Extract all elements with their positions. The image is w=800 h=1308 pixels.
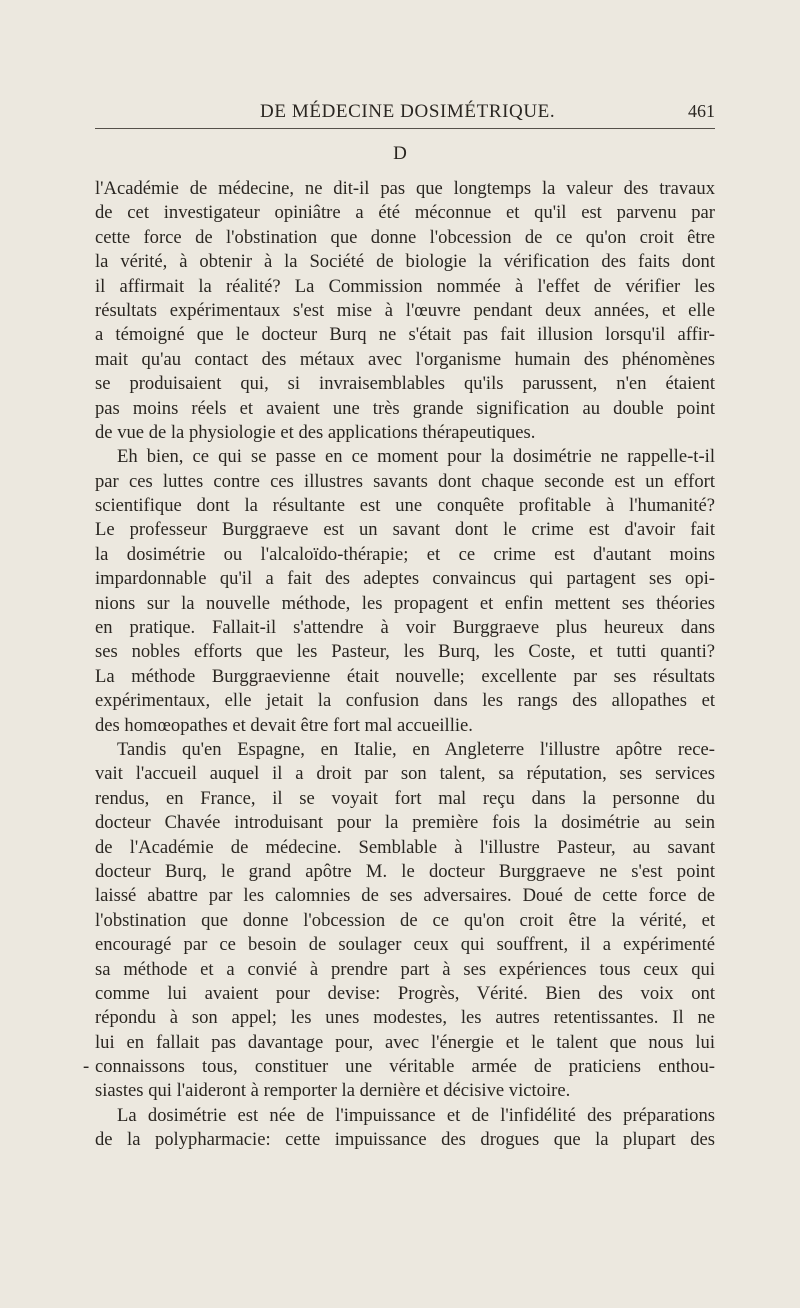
- text-line: docteur Chavée introduisant pour la première fois la dosimétrie au sein: [95, 812, 715, 834]
- text-line: de cet investigateur opiniâtre a été méconnue et qu'il est parvenu par: [95, 202, 715, 224]
- text-line: résultats expérimentaux s'est mise à l'œuvre pendant deux années, et elle: [95, 299, 715, 321]
- text-line: des homœopathes et devait être fort mal accueillie.: [95, 714, 473, 736]
- text-line: expérimentaux, elle jetait la confusion dans les rangs des allopathes et: [95, 690, 715, 712]
- text-line: Eh bien, ce qui se passe en ce moment pour la dosimétrie ne rappelle-t-il: [117, 446, 715, 468]
- text-line: siastes qui l'aideront à remporter la dernière et décisive victoire.: [95, 1080, 571, 1102]
- text-line: scientifique dont la résultante est une conquête profitable à l'humanité?: [95, 495, 715, 517]
- text-line: pas moins réels et avaient une très grande signification au double point: [95, 397, 715, 419]
- text-line: par ces luttes contre ces illustres savants dont chaque seconde est un effort: [95, 470, 715, 492]
- text-line: sa méthode et a convié à prendre part à ses expériences tous ceux qui: [95, 958, 715, 980]
- page-number: 461: [688, 101, 715, 121]
- text-line: impardonnable qu'il a fait des adeptes convaincus qui partagent ses opi-: [95, 568, 715, 590]
- text-line: La méthode Burggraevienne était nouvelle; excellente par ses résultats: [95, 665, 715, 687]
- text-line: cette force de l'obstination que donne l'obcession de ce qu'on croit être: [95, 226, 715, 248]
- text-line: laissé abattre par les calomnies de ses adversaires. Doué de cette force de: [95, 885, 715, 907]
- text-line: se produisaient qui, si invraisemblables qu'ils parussent, n'en étaient: [95, 373, 715, 395]
- text-line: Tandis qu'en Espagne, en Italie, en Angleterre l'illustre apôtre rece-: [117, 738, 715, 760]
- text-line: il affirmait la réalité? La Commission nommée à l'effet de vérifier les: [95, 275, 715, 297]
- text-line: a témoigné que le docteur Burq ne s'était pas fait illusion lorsqu'il affir-: [95, 324, 715, 346]
- text-line: mait qu'au contact des métaux avec l'organisme humain des phénomènes: [95, 348, 715, 370]
- text-line: l'obstination que donne l'obcession de ce qu'on croit être la vérité, et: [95, 909, 715, 931]
- text-line: ses nobles efforts que les Pasteur, les Burq, les Coste, et tutti quanti?: [95, 641, 715, 663]
- text-line: nions sur la nouvelle méthode, les propagent et enfin mettent ses théories: [95, 592, 715, 614]
- text-line: de la polypharmacie: cette impuissance des drogues que la plupart des: [95, 1129, 715, 1151]
- text-line: de l'Académie de médecine. Semblable à l'illustre Pasteur, au savant: [95, 836, 715, 858]
- text-line: en pratique. Fallait-il s'attendre à voir Burggraeve plus heureux dans: [95, 617, 715, 639]
- running-title: DE MÉDECINE DOSIMÉTRIQUE.: [260, 101, 556, 122]
- text-line: encouragé par ce besoin de soulager ceux qui souffrent, il a expérimenté: [95, 934, 715, 956]
- header-rule: [95, 128, 715, 129]
- text-line: comme lui avaient pour devise: Progrès, Vérité. Bien des voix ont: [95, 982, 715, 1004]
- body-text: [95, 177, 715, 1153]
- text-line: la dosimétrie ou l'alcaloïdo-thérapie; et ce crime est d'autant moins: [95, 543, 715, 565]
- text-line: lui en fallait pas davantage pour, avec l'énergie et le talent que nous lui: [95, 1031, 715, 1053]
- section-letter: D: [393, 143, 407, 164]
- text-line: Le professeur Burggraeve est un savant dont le crime est d'avoir fait: [95, 519, 715, 541]
- text-line: rendus, en France, il se voyait fort mal reçu dans la personne du: [95, 787, 715, 809]
- text-line: - connaissons tous, constituer une véritable armée de praticiens enthou-: [95, 1055, 715, 1079]
- text-line: La dosimétrie est née de l'impuissance et de l'infidélité des préparations: [117, 1104, 715, 1126]
- text-line: l'Académie de médecine, ne dit-il pas que longtemps la valeur des travaux: [95, 178, 715, 199]
- text-line: de vue de la physiologie et des applications thérapeutiques.: [95, 421, 536, 443]
- text-line: vait l'accueil auquel il a droit par son talent, sa réputation, ses services: [95, 763, 715, 785]
- page-header: [95, 96, 715, 126]
- text-line: la vérité, à obtenir à la Société de biologie la vérification des faits dont: [95, 251, 715, 273]
- text-line: docteur Burq, le grand apôtre M. le docteur Burggraeve ne s'est point: [95, 860, 715, 882]
- text-line: répondu à son appel; les unes modestes, les autres retentissantes. Il ne: [95, 1007, 715, 1029]
